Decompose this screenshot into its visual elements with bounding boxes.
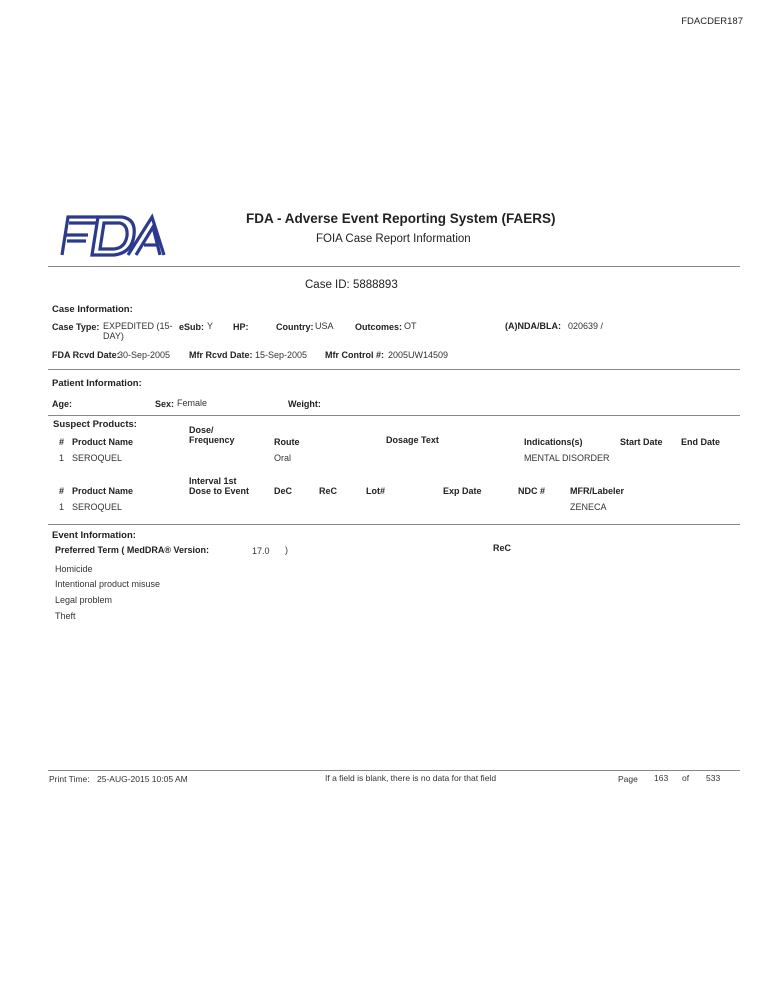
outcomes-value: OT bbox=[404, 321, 417, 331]
col-dosage-text: Dosage Text bbox=[386, 435, 439, 445]
col-lot: Lot# bbox=[366, 486, 385, 496]
close-paren: ) bbox=[285, 545, 288, 555]
page-label: Page bbox=[618, 774, 638, 784]
case-type-label: Case Type: bbox=[52, 322, 100, 332]
col-mfr-labeler: MFR/Labeler bbox=[570, 486, 625, 496]
print-time-value: 25-AUG-2015 10:05 AM bbox=[97, 774, 188, 784]
age-label: Age: bbox=[52, 399, 72, 409]
mfr-control-label: Mfr Control #: bbox=[325, 350, 384, 360]
case-id-label: Case ID: bbox=[305, 279, 350, 291]
row2-num: 1 bbox=[59, 502, 65, 512]
col-interval-line1: Interval 1st bbox=[189, 476, 237, 486]
event-term: Homicide bbox=[55, 564, 93, 574]
of-label: of bbox=[682, 773, 690, 783]
report-title: FDA - Adverse Event Reporting System (FAERS) bbox=[246, 211, 556, 226]
row2-product: SEROQUEL bbox=[72, 502, 123, 512]
blank-field-note: If a field is blank, there is no data for that field bbox=[325, 773, 497, 783]
col-interval-line2: Dose to Event bbox=[189, 486, 250, 496]
col-dose-line1: Dose/ bbox=[189, 425, 214, 435]
event-rec-label: ReC bbox=[493, 543, 512, 553]
country-label: Country: bbox=[276, 322, 314, 332]
col-start-date: Start Date bbox=[620, 437, 663, 447]
col-ndc: NDC # bbox=[518, 486, 546, 496]
event-term: Theft bbox=[55, 611, 76, 621]
section-divider bbox=[48, 524, 740, 525]
col-rec: ReC bbox=[319, 486, 338, 496]
col-dose-line2: Frequency bbox=[189, 435, 235, 445]
hp-label: HP: bbox=[233, 322, 249, 332]
case-id bbox=[305, 279, 398, 291]
footer-divider bbox=[48, 770, 740, 771]
col2-product-name: Product Name bbox=[72, 486, 134, 496]
country-value: USA bbox=[315, 321, 334, 331]
print-time-label: Print Time: bbox=[49, 774, 90, 784]
col-end-date: End Date bbox=[681, 437, 721, 447]
col2-num: # bbox=[59, 486, 65, 496]
anda-label: (A)NDA/BLA: bbox=[505, 321, 561, 331]
event-term: Legal problem bbox=[55, 595, 113, 605]
sex-label: Sex: bbox=[155, 399, 175, 409]
fda-rcvd-label: FDA Rcvd Date: bbox=[52, 350, 120, 360]
page-total: 533 bbox=[706, 773, 721, 783]
col-product-name: Product Name bbox=[72, 437, 134, 447]
fda-logo bbox=[52, 207, 174, 262]
suspect-products-heading: Suspect Products: bbox=[53, 419, 137, 430]
col-route: Route bbox=[274, 437, 300, 447]
page-number: 163 bbox=[654, 773, 669, 783]
case-info-heading: Case Information: bbox=[52, 304, 133, 315]
mfr-control-value: 2005UW14509 bbox=[388, 350, 449, 360]
esub-value: Y bbox=[207, 321, 214, 331]
report-subtitle: FOIA Case Report Information bbox=[316, 233, 471, 245]
row1-route: Oral bbox=[274, 453, 292, 463]
outcomes-label: Outcomes: bbox=[355, 322, 403, 332]
preferred-term-label: Preferred Term ( MedDRA® Version: bbox=[55, 545, 210, 555]
col-num: # bbox=[59, 437, 65, 447]
section-divider bbox=[48, 415, 740, 416]
mfr-rcvd-value: 15-Sep-2005 bbox=[255, 350, 308, 360]
mfr-rcvd-label: Mfr Rcvd Date: bbox=[189, 350, 253, 360]
event-info-heading: Event Information: bbox=[52, 530, 136, 541]
section-divider bbox=[48, 369, 740, 370]
fda-rcvd-value: 30-Sep-2005 bbox=[118, 350, 171, 360]
col-dec: DeC bbox=[274, 486, 293, 496]
patient-info-heading: Patient Information: bbox=[52, 378, 142, 389]
header-divider bbox=[48, 266, 740, 267]
sex-value: Female bbox=[177, 398, 208, 408]
weight-label: Weight: bbox=[288, 399, 321, 409]
col-exp-date: Exp Date bbox=[443, 486, 482, 496]
row1-indication: MENTAL DISORDER bbox=[524, 453, 610, 463]
event-term: Intentional product misuse bbox=[55, 579, 161, 589]
case-id-value: 5888893 bbox=[352, 279, 398, 291]
row1-num: 1 bbox=[59, 453, 65, 463]
case-type-value-line1: EXPEDITED (15- bbox=[103, 321, 173, 331]
meddra-version: 17.0 bbox=[252, 546, 270, 556]
anda-value: 020639 / bbox=[568, 321, 604, 331]
document-id: FDACDER187 bbox=[681, 16, 743, 27]
row2-mfr: ZENECA bbox=[570, 502, 607, 512]
esub-label: eSub: bbox=[179, 322, 205, 332]
case-type-value-line2: DAY) bbox=[103, 331, 124, 341]
col-indications: Indications(s) bbox=[524, 437, 583, 447]
row1-product: SEROQUEL bbox=[72, 453, 123, 463]
